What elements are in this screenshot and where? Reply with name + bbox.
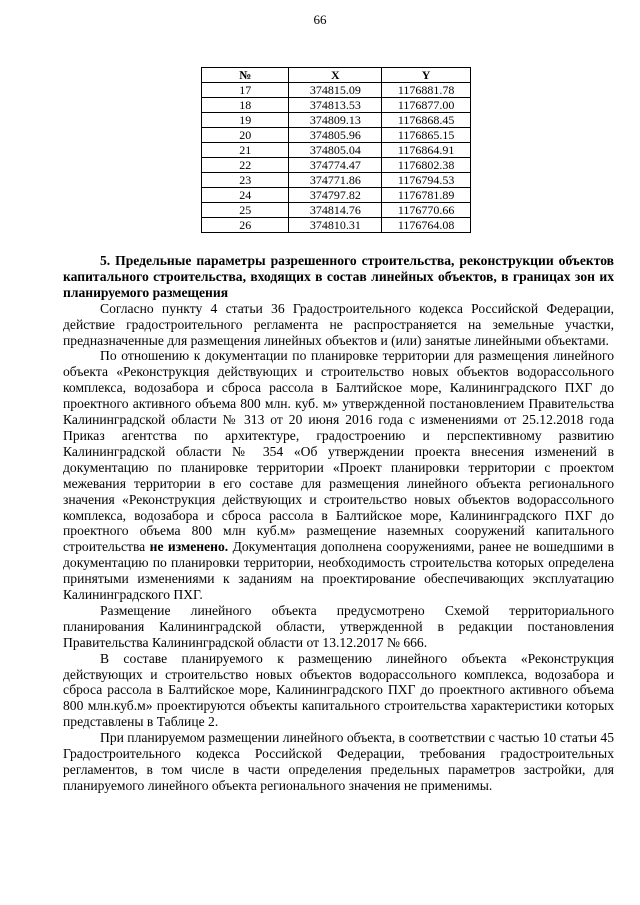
cell-y: 1176794.53	[382, 173, 471, 188]
cell-number: 20	[202, 128, 289, 143]
table-row	[202, 203, 471, 218]
table-row	[202, 218, 471, 233]
cell-x: 374815.09	[289, 83, 382, 98]
header-number: №	[202, 68, 289, 83]
cell-y: 1176865.15	[382, 128, 471, 143]
cell-y: 1176764.08	[382, 218, 471, 233]
cell-number: 17	[202, 83, 289, 98]
paragraph-3: Размещение линейного объекта предусмотрено Схемой территориального планирования Калининградской области, утвержденной в редакции постановления Правительства Калининградской области от 13.12.2017 № 666.	[63, 602, 614, 650]
cell-x: 374814.76	[289, 203, 382, 218]
cell-x: 374810.31	[289, 218, 382, 233]
table-row	[202, 173, 471, 188]
cell-number: 24	[202, 188, 289, 203]
cell-x: 374797.82	[289, 188, 382, 203]
coordinates-table	[201, 67, 471, 233]
cell-number: 25	[202, 203, 289, 218]
table-row	[202, 98, 471, 113]
document-body	[63, 253, 614, 794]
table-row	[202, 113, 471, 128]
cell-x: 374809.13	[289, 113, 382, 128]
table-row	[202, 143, 471, 158]
cell-number: 19	[202, 113, 289, 128]
paragraph-5: При планируемом размещении линейного объекта, в соответствии с частью 10 статьи 45 Градостроительного кодекса Российской Федерации, требования градостроительных регламентов, в том числе в части определения предельных параметров застройки, для планируемого линейного объекта регионального значения не применимы.	[63, 730, 614, 793]
cell-x: 374774.47	[289, 158, 382, 173]
header-y: Y	[382, 68, 471, 83]
paragraph-2-text-end: Документация дополнена сооружениями, ранее не вошедшими в документацию по планировки территории, необходимость строительства которых определена принятыми изменениями к заданиям на проектирование обеспечивающих эксплуатацию Калининградского ПХГ.	[63, 539, 614, 603]
paragraph-4: В составе планируемого к размещению линейного объекта «Реконструкция действующих и строительство новых объектов водорассольного комплекса, водозабора и сброса рассола в Балтийское море, Калининградского ПХГ до проектного активного объема 800 млн.куб.м» проектируются объекты капитального строительства характеристики которых представлены в Таблице 2.	[63, 650, 614, 730]
cell-number: 23	[202, 173, 289, 188]
section-heading: 5. Предельные параметры разрешенного строительства, реконструкции объектов капитального строительства, входящих в состав линейных объектов, в границах зон их планируемого размещения	[63, 253, 614, 300]
cell-y: 1176864.91	[382, 143, 471, 158]
cell-x: 374805.96	[289, 128, 382, 143]
table-row	[202, 158, 471, 173]
paragraph-2-emphasis: не изменено.	[149, 539, 229, 555]
cell-number: 21	[202, 143, 289, 158]
table-row	[202, 128, 471, 143]
cell-y: 1176770.66	[382, 203, 471, 218]
cell-number: 26	[202, 218, 289, 233]
cell-number: 22	[202, 158, 289, 173]
cell-x: 374805.04	[289, 143, 382, 158]
cell-y: 1176781.89	[382, 188, 471, 203]
cell-y: 1176868.45	[382, 113, 471, 128]
table-row	[202, 83, 471, 98]
table-header-row	[202, 68, 471, 83]
table-row	[202, 188, 471, 203]
cell-x: 374813.53	[289, 98, 382, 113]
table-body	[202, 83, 471, 233]
paragraph-1: Согласно пункту 4 статьи 36 Градостроительного кодекса Российской Федерации, действие градостроительного регламента не распространяется на земельные участки, предназначенные для размещения линейных объектов и (или) занятые линейными объектами.	[63, 300, 614, 348]
paragraph-2-text-start: По отношению к документации по планировке территории для размещения линейного объекта «Реконструкция действующих и строительство новых объектов водорассольного комплекса, водозабора и сброса рассола в Балтийское море, Калининградского ПХГ до проектного активного объема 800 млн. куб. м» утвержденной постановлением Правительства Калининградской области № 313 от 20 июня 2016 года с изменениями от 25.12.2018 года Приказ агентства по архитектуре, градостроению и перспективному развитию Калининградской области № 354 «Об утверждении проекта внесения изменений в документацию по планировке территории «Проект планировки территории с проектом межевания территории в его составе для размещения линейного объекта регионального значения «Реконструкция действующих и строительство новых объектов водорассольного комплекса, водозабора и сброса рассола в Балтийское море, Калининградского ПХГ до проектного объема 800 млн куб.м» размещение наземных сооружений капитального строительства	[63, 348, 614, 555]
page-number: 66	[313, 12, 327, 27]
cell-y: 1176802.38	[382, 158, 471, 173]
header-x: X	[289, 68, 382, 83]
cell-y: 1176881.78	[382, 83, 471, 98]
cell-y: 1176877.00	[382, 98, 471, 113]
cell-x: 374771.86	[289, 173, 382, 188]
cell-number: 18	[202, 98, 289, 113]
paragraph-2	[63, 348, 614, 603]
